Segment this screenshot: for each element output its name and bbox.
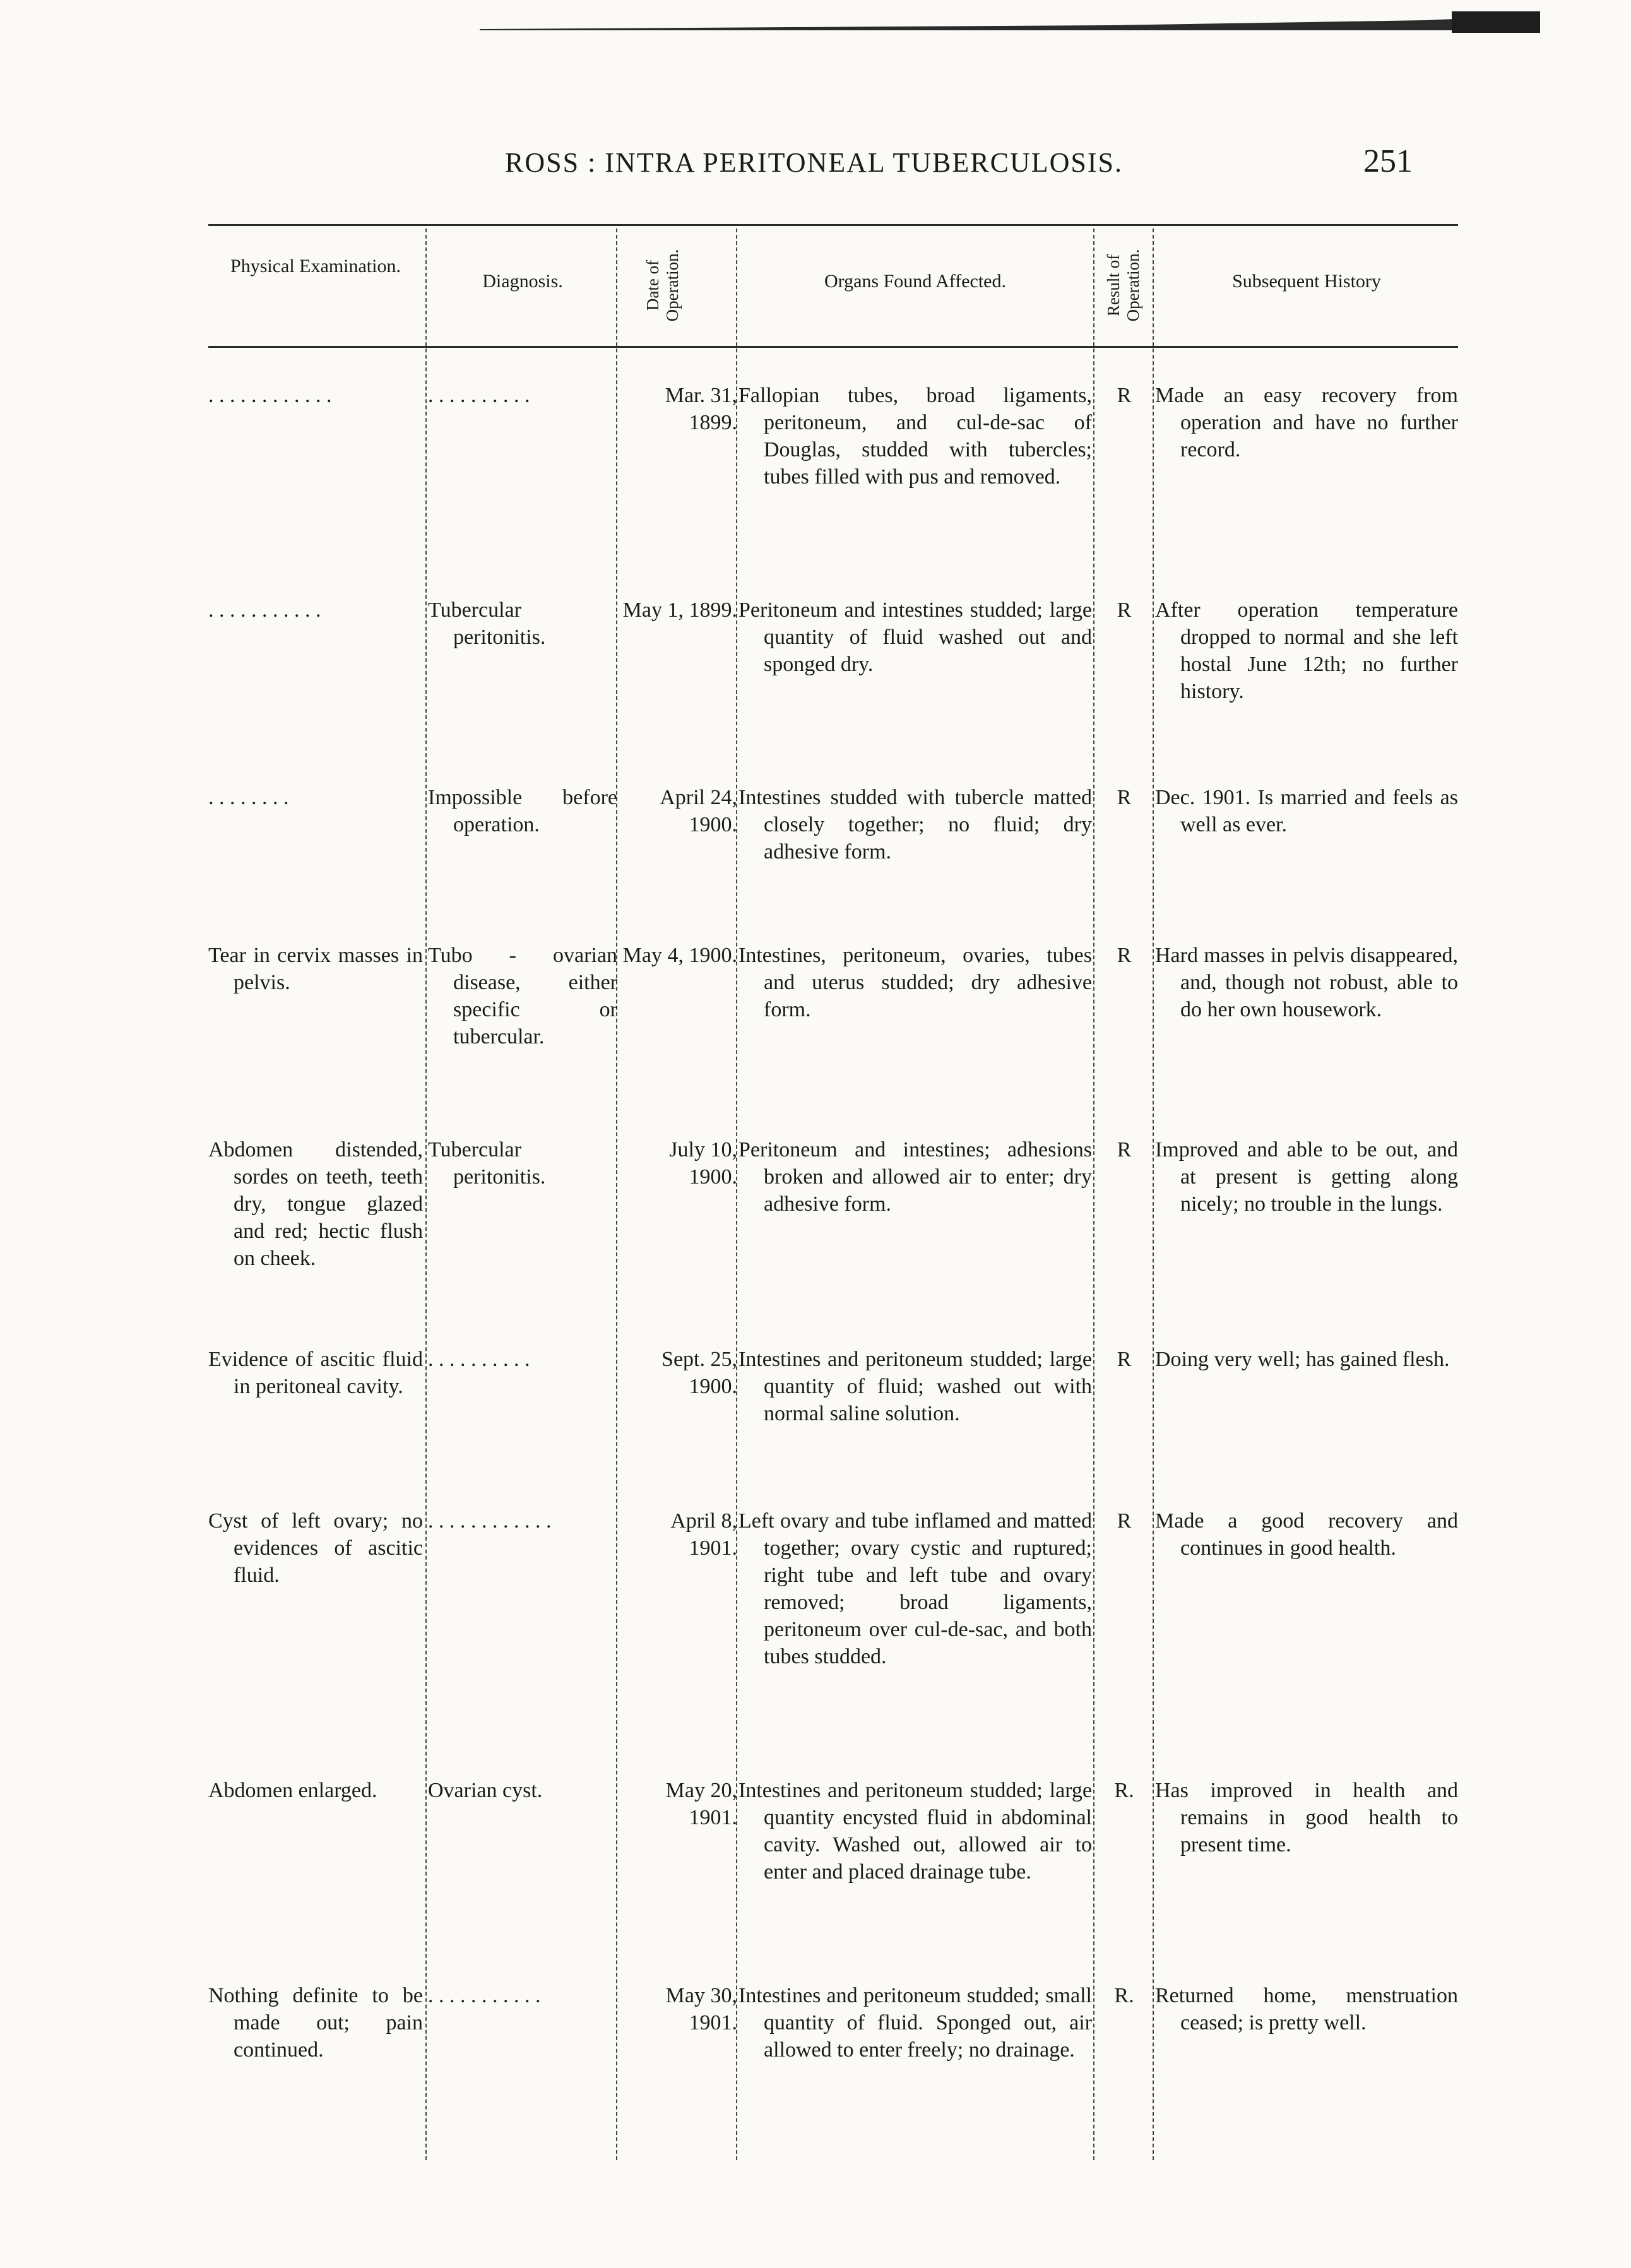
cell-subsequent-history: Doing very well; has gained flesh. xyxy=(1155,1348,1450,1371)
cell-physical-examination: . . . . . . . . . . . . xyxy=(208,384,332,407)
cell-physical-examination: Abdomen distended, sordes on teeth, teeth dry, tongue glazed and red; hectic flush on cheek. xyxy=(208,1138,423,1270)
cell-date-of-operation: July 10, 1900. xyxy=(669,1138,737,1189)
column-header-history: Subsequent History xyxy=(1232,271,1381,292)
cell-diagnosis: Tubercular peritonitis. xyxy=(428,598,546,649)
cell-organs-affected: Intestines and peritoneum studded; large quantity encysted fluid in abdominal cavity. Washed out, allowed air to enter and placed drainage tube. xyxy=(738,1779,1092,1884)
cell-diagnosis: Tubercular peritonitis. xyxy=(428,1138,546,1189)
cell-subsequent-history: After operation temperature dropped to normal and she left hostal June 12th; no further history. xyxy=(1155,598,1458,703)
cell-diagnosis: . . . . . . . . . . xyxy=(428,1348,530,1371)
cell-date-of-operation: May 4, 1900. xyxy=(622,944,737,967)
cell-organs-affected: Left ovary and tube inflamed and matted together; ovary cystic and ruptured; right tube and left tube and ovary removed; broad ligaments, peritoneum over cul-de-sac, and both tubes studded. xyxy=(738,1509,1092,1668)
column-divider xyxy=(736,229,737,2160)
cell-date-of-operation: May 30, 1901. xyxy=(665,1984,737,2034)
top-rule-decoration xyxy=(480,11,1540,37)
cell-physical-examination: Tear in cervix masses in pelvis. xyxy=(208,944,423,994)
cell-diagnosis: Tubo - ovarian disease, either specific or tubercular. xyxy=(428,944,617,1048)
cell-subsequent-history: Made a good recovery and continues in good health. xyxy=(1155,1509,1458,1560)
cell-date-of-operation: Mar. 31, 1899. xyxy=(665,384,737,434)
column-header-physical: Physical Examination. xyxy=(230,256,401,276)
cell-organs-affected: Intestines and peritoneum studded; small quantity of fluid. Sponged out, air allowed to enter freely; no drainage. xyxy=(738,1984,1092,2062)
cell-physical-examination: Cyst of left ovary; no evidences of ascitic fluid. xyxy=(208,1509,423,1587)
cell-organs-affected: Peritoneum and intestines; adhesions broken and allowed air to enter; dry adhesive form. xyxy=(738,1138,1092,1216)
cell-organs-affected: Intestines and peritoneum studded; large quantity of fluid; washed out with normal saline solution. xyxy=(738,1348,1092,1425)
column-header-result: Result of Operation. xyxy=(1104,249,1142,322)
cell-organs-affected: Intestines, peritoneum, ovaries, tubes and uterus studded; dry adhesive form. xyxy=(738,944,1092,1021)
cell-diagnosis: Ovarian cyst. xyxy=(428,1779,543,1802)
header-bottom-rule xyxy=(208,346,1458,348)
cell-result: R. xyxy=(1114,1779,1134,1802)
cell-subsequent-history: Hard masses in pelvis disappeared, and, though not robust, able to do her own housework. xyxy=(1155,944,1458,1021)
cell-result: R xyxy=(1117,1138,1132,1161)
cell-diagnosis: . . . . . . . . . . . xyxy=(428,1984,541,2007)
cell-physical-examination: Nothing definite to be made out; pain continued. xyxy=(208,1984,423,2062)
column-header-organs: Organs Found Affected. xyxy=(824,271,1007,292)
cell-physical-examination: Evidence of ascitic fluid in peritoneal cavity. xyxy=(208,1348,423,1398)
cell-date-of-operation: April 24, 1900. xyxy=(660,786,737,836)
cell-organs-affected: Intestines studded with tubercle matted closely together; no fluid; dry adhesive form. xyxy=(738,786,1092,864)
cell-physical-examination: . . . . . . . . xyxy=(208,786,289,809)
column-divider xyxy=(1093,229,1094,2160)
cell-result: R xyxy=(1117,786,1132,809)
cell-date-of-operation: April 8, 1901. xyxy=(670,1509,737,1560)
cell-diagnosis: Impossible before operation. xyxy=(428,786,617,836)
page-number: 251 xyxy=(1363,143,1413,179)
cell-diagnosis: . . . . . . . . . . . . xyxy=(428,1509,552,1533)
cell-diagnosis: . . . . . . . . . . xyxy=(428,384,530,407)
cell-date-of-operation: May 20, 1901. xyxy=(665,1779,737,1829)
cell-result: R. xyxy=(1114,1984,1134,2007)
cell-subsequent-history: Made an easy recovery from operation and have no further record. xyxy=(1155,384,1458,461)
cell-date-of-operation: May 1, 1899. xyxy=(622,598,737,622)
cell-physical-examination: Abdomen enlarged. xyxy=(208,1779,377,1802)
column-divider xyxy=(1153,229,1154,2160)
cell-subsequent-history: Improved and able to be out, and at present is getting along nicely; no trouble in the lungs. xyxy=(1155,1138,1458,1216)
cell-subsequent-history: Dec. 1901. Is married and feels as well as ever. xyxy=(1155,786,1458,836)
cell-date-of-operation: Sept. 25, 1900. xyxy=(661,1348,737,1398)
table-top-rule xyxy=(208,224,1458,226)
column-divider xyxy=(425,229,427,2160)
column-divider xyxy=(616,229,617,2160)
cell-result: R xyxy=(1117,598,1132,622)
cell-organs-affected: Fallopian tubes, broad ligaments, peritoneum, and cul-de-sac of Douglas, studded with tubercles; tubes filled with pus and removed. xyxy=(738,384,1092,489)
column-header-diagnosis: Diagnosis. xyxy=(482,271,563,292)
cell-result: R xyxy=(1117,1509,1132,1533)
page-header xyxy=(0,143,1631,203)
cell-organs-affected: Peritoneum and intestines studded; large quantity of fluid washed out and sponged dry. xyxy=(738,598,1092,676)
cell-result: R xyxy=(1117,944,1132,967)
column-header-date: Date of Operation. xyxy=(643,249,682,322)
cell-subsequent-history: Has improved in health and remains in good health to present time. xyxy=(1155,1779,1458,1856)
cell-subsequent-history: Returned home, menstruation ceased; is pretty well. xyxy=(1155,1984,1458,2034)
cell-physical-examination: . . . . . . . . . . . xyxy=(208,598,321,622)
cell-result: R xyxy=(1117,384,1132,407)
cell-result: R xyxy=(1117,1348,1132,1371)
running-title: ROSS : INTRA PERITONEAL TUBERCULOSIS. xyxy=(505,147,1123,178)
